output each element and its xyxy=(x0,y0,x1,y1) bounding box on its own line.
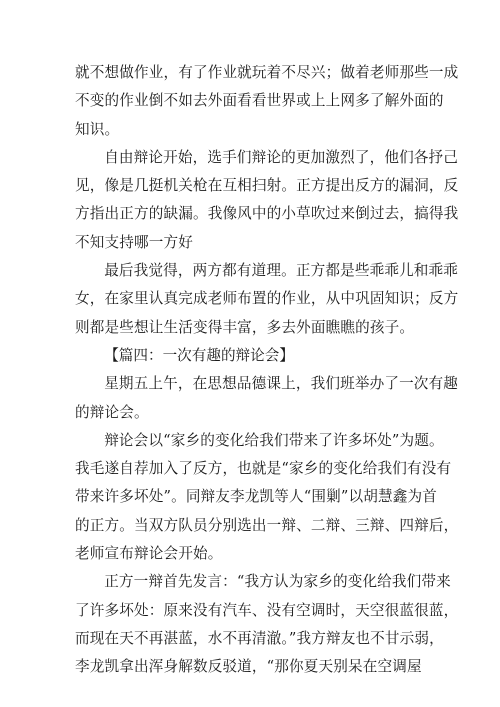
text-line: 就不想做作业，有了作业就玩着不尽兴；做着老师那些一成 xyxy=(75,64,459,81)
text-line: 则都是些想让生活变得丰富，多去外面瞧瞧的孩子。 xyxy=(75,318,415,336)
text-line: 自由辩论开始，选手们辩论的更加激烈了，他们各抒己 xyxy=(104,148,459,166)
text-line: 最后我觉得，两方都有道理。正方都是些乖乖儿和乖乖 xyxy=(104,262,459,280)
paragraph-3 xyxy=(75,257,459,342)
paragraph-5 xyxy=(75,427,459,568)
text-line: 见，像是几挺机关枪在互相扫射。正方提出反方的漏洞，反 xyxy=(75,177,459,195)
text-line: 了许多坏处：原来没有汽车、没有空调时，天空很蓝很蓝， xyxy=(75,601,459,619)
text-line: 不变的作业倒不如去外面看看世界或上上网多了解外面的 xyxy=(75,92,444,110)
text-line: 的正方。当双方队员分别选出一辩、二辩、三辩、四辩后， xyxy=(75,516,459,534)
document-page xyxy=(75,59,459,682)
heading-text: 【篇四：一次有趣的辩论会】 xyxy=(104,346,294,364)
text-line: 老师宣布辩论会开始。 xyxy=(75,545,223,563)
text-line: 不知支持哪一方好 xyxy=(75,233,193,251)
paragraph-2 xyxy=(75,144,459,257)
text-line: 带来许多坏处”。同辩友李龙凯等人“围剿”以胡慧鑫为首 xyxy=(75,488,437,506)
text-line: 我毛遂自荐加入了反方，也就是“家乡的变化给我们有没有 xyxy=(75,460,452,478)
text-line: 方指出正方的缺漏。我像风中的小草吹过来倒过去，搞得我 xyxy=(75,205,459,223)
paragraph-1 xyxy=(75,59,459,144)
paragraph-4 xyxy=(75,370,459,427)
text-line: 的辩论会。 xyxy=(75,403,149,421)
text-line: 正方一辩首先发言：“我方认为家乡的变化给我们带来 xyxy=(104,573,451,591)
text-line: 而现在天不再湛蓝，水不再清澈。”我方辩友也不甘示弱， xyxy=(75,629,444,647)
text-line: 女，在家里认真完成老师布置的作业，从中巩固知识；反方 xyxy=(75,290,459,308)
paragraph-6 xyxy=(75,568,459,681)
text-line: 知识。 xyxy=(75,120,120,138)
text-line: 辩论会以“家乡的变化给我们带来了许多坏处”为题。 xyxy=(104,431,444,449)
text-line: 李龙凯拿出浑身解数反驳道，“那你夏天别呆在空调屋 xyxy=(75,658,422,676)
text-line: 星期五上午，在思想品德课上，我们班举办了一次有趣 xyxy=(104,375,459,393)
section-heading xyxy=(75,342,431,370)
